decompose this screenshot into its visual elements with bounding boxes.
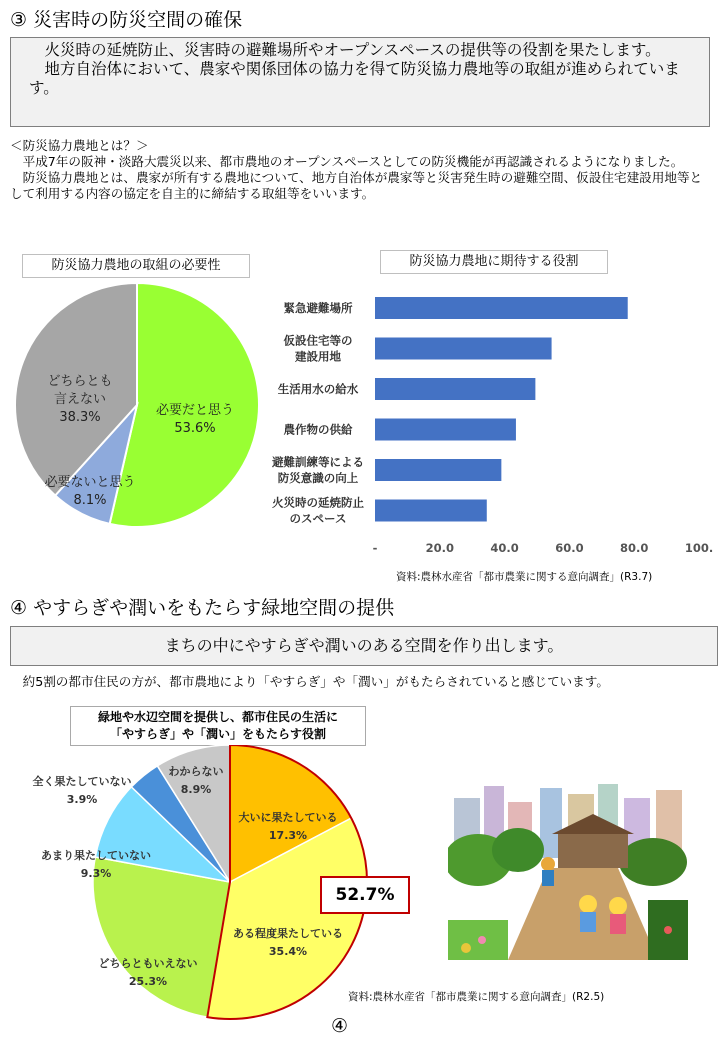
pie1-slice-label: 必要だと思う 53.6% — [155, 403, 235, 436]
section3-heading: ③ 災害時の防災空間の確保 — [10, 9, 243, 31]
section4-heading: ④ やすらぎや潤いをもたらす緑地空間の提供 — [10, 597, 395, 619]
section3-summary-line1: 火災時の延焼防止、災害時の避難場所やオープンスペースの提供等の役割を果たします。 — [44, 41, 661, 59]
section3-source: 資料:農林水産省「都市農業に関する意向調査」(R3.7) — [396, 571, 653, 583]
section3-body — [10, 138, 714, 202]
bar-category-label: 仮設住宅等の建設用地 — [283, 333, 353, 364]
section4-body — [10, 674, 714, 690]
x-tick-label: 60.0 — [555, 541, 584, 555]
pie1-slice-label: どちらとも言えない 38.3% — [47, 374, 113, 425]
urban-farm-illustration — [448, 780, 688, 960]
pie2-slice-label: どちらともいえない 25.3% — [98, 957, 198, 988]
bar-category-label: 避難訓練等による防災意識の向上 — [272, 455, 364, 485]
pie1-slice-label: 必要ないと思う 8.1% — [44, 475, 136, 508]
pie2-slice-label: 大いに果たしている 17.3% — [238, 811, 338, 842]
pie2-slice-label: わからない 8.9% — [168, 765, 224, 796]
section4-paragraph: 約5割の都市住民の方が、都市農地により「やすらぎ」や「潤い」がもたらされていると感じています。 — [22, 674, 609, 689]
section3-paragraph2: 防災協力農地とは、農家が所有する農地について、地方自治体が農家等と災害発生時の避難空間、仮設住宅建設用地等として利用する内容の協定を自主的に締結する取組等をいいます。 — [10, 170, 703, 201]
section3-summary-line2: 地方自治体において、農家や関係団体の協力を得て防災協力農地等の取組が進められています。 — [29, 60, 680, 97]
pie2-caption — [70, 706, 366, 746]
pie-chart-necessity — [0, 280, 260, 550]
section3-summary-box — [10, 37, 710, 127]
section3-paragraph1: 平成7年の阪神・淡路大震災以来、都市農地のオープンスペースとしての防災機能が再認識されるようになりました。 — [22, 154, 684, 169]
bar-category-label: 農作物の供給 — [283, 422, 353, 437]
bar-category-label: 火災時の延焼防止のスペース — [272, 495, 364, 526]
highlight-percentage: 52.7% — [320, 876, 410, 914]
page-number: ④ — [331, 1015, 349, 1037]
x-tick-label: - — [372, 541, 378, 555]
section4-source: 資料:農林水産省「都市農業に関する意向調査」(R2.5) — [348, 991, 605, 1003]
section4-summary-box: まちの中にやすらぎや潤いのある空間を作り出します。 — [10, 626, 718, 666]
bar — [375, 338, 552, 360]
bar-chart-label: 防災協力農地に期待する役割 — [380, 250, 608, 274]
section3-subheading: ＜防災協力農地とは？＞ — [10, 138, 149, 153]
bar — [375, 419, 516, 441]
bar-chart-roles — [255, 280, 720, 560]
bar-category-label: 生活用水の給水 — [277, 382, 359, 396]
bar — [375, 500, 487, 522]
bar — [375, 459, 501, 481]
bar-category-label: 緊急避難場所 — [283, 301, 353, 315]
x-tick-label: 80.0 — [620, 541, 649, 555]
pie2-slice-label: 全く果たしていない 3.9% — [32, 775, 132, 806]
bar — [375, 297, 628, 319]
pie1-label: 防災協力農地の取組の必要性 — [22, 254, 250, 278]
pie2-caption-line1: 緑地や水辺空間を提供し、都市住民の生活に — [97, 710, 338, 724]
x-tick-label: 40.0 — [490, 541, 519, 555]
x-tick-label: 20.0 — [425, 541, 454, 555]
pie2-slice-label: あまり果たしていない 9.3% — [41, 849, 151, 880]
x-tick-label: 100. — [684, 541, 714, 555]
bar — [375, 378, 535, 400]
pie2-slice — [93, 857, 230, 1017]
pie2-slice-label: ある程度果たしている 35.4% — [233, 927, 343, 958]
pie2-caption-line2: 「やすらぎ」や「潤い」をもたらす役割 — [109, 727, 326, 741]
